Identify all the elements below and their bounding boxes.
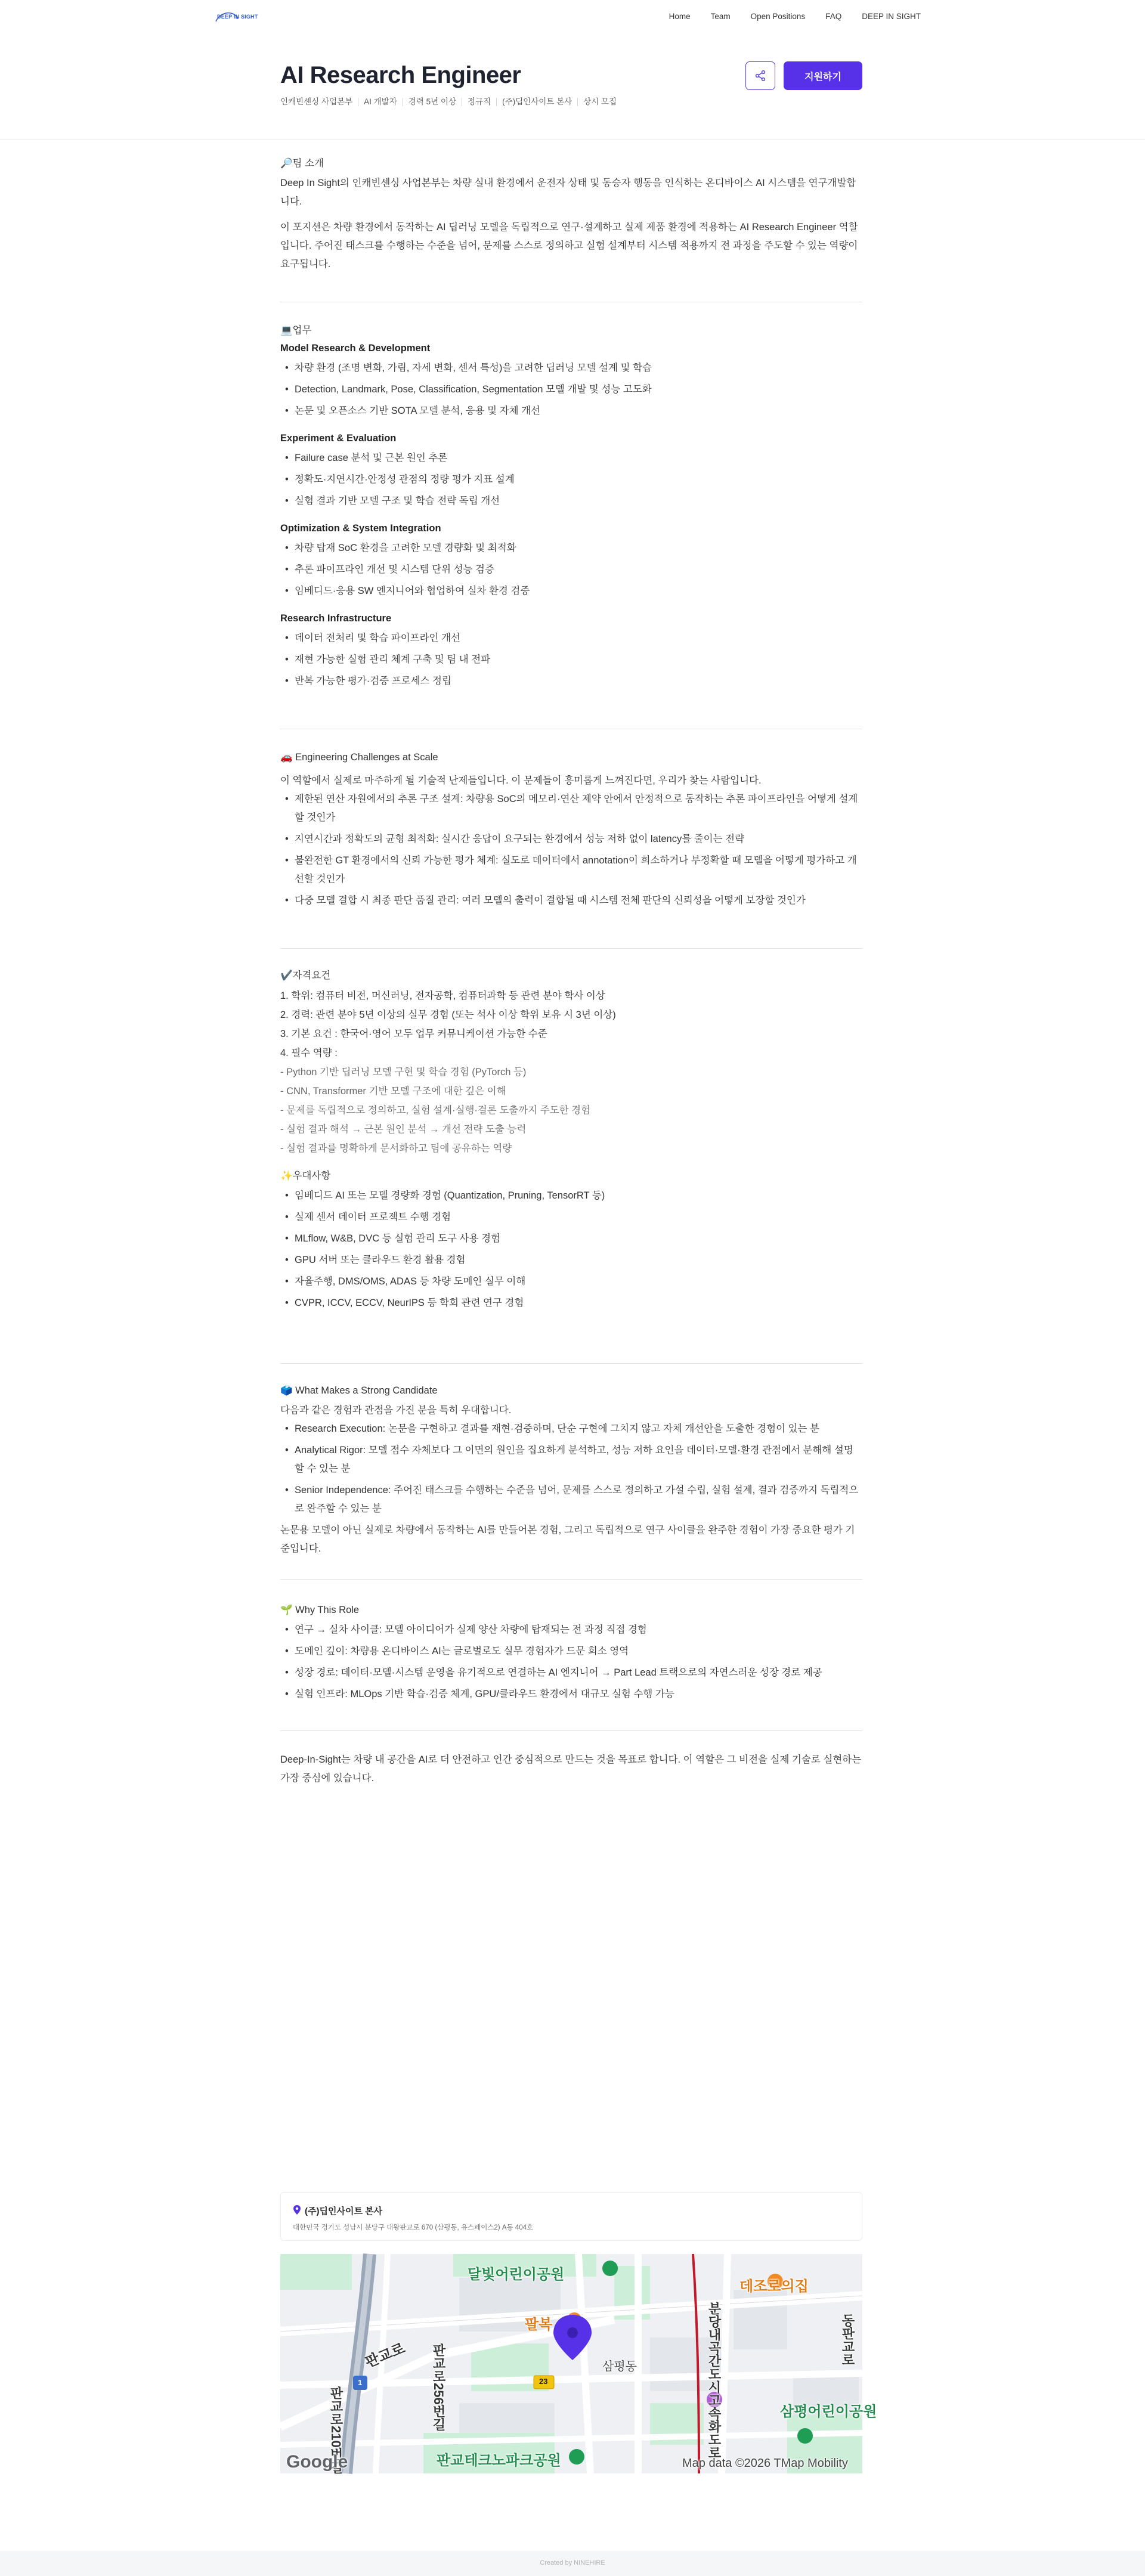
requirement-line: 4. 필수 역량 : — [280, 1048, 338, 1058]
meta-hiring-status: 상시 모집 — [577, 98, 622, 106]
skill-line: - 실험 결과를 명확하게 문서화하고 팀에 공유하는 역량 — [280, 1143, 512, 1154]
map-label-road: 판교로256번길 — [431, 2343, 446, 2431]
list-item: • 재현 가능한 실험 관리 체계 구축 및 팀 내 전파 — [280, 651, 862, 669]
share-button[interactable] — [745, 61, 775, 90]
list-item: • 불완전한 GT 환경에서의 신뢰 가능한 평가 체계: 실도로 데이터에서 annotation이 희소하거나 부정확할 때 모델을 어떻게 평가하고 개선할 것인가 — [280, 852, 862, 888]
map-label-park: 삼평어린이공원 — [780, 2404, 877, 2420]
list-item: • 실제 센서 데이터 프로젝트 수행 경험 — [280, 1208, 862, 1227]
list-item: • 논문 및 오픈소스 기반 SOTA 모델 분석, 응용 및 자체 개선 — [280, 402, 862, 420]
apply-button[interactable]: 지원하기 — [784, 61, 862, 90]
list-item: • 다중 모델 결합 시 최종 판단 품질 관리: 여러 모델의 출력이 결합될 때 시스템 전체 판단의 신뢰성을 어떻게 보장할 것인가 — [280, 891, 862, 910]
candidate-intro: 다음과 같은 경험과 관점을 가진 분을 특히 우대합니다. — [280, 1405, 512, 1416]
company-logo[interactable] — [213, 10, 260, 25]
list-item: • CVPR, ICCV, ECCV, NeurIPS 등 학회 관련 연구 경험 — [280, 1294, 862, 1312]
share-icon — [754, 70, 766, 82]
map-label-road: 판교로 — [363, 2340, 408, 2371]
candidate-outro: 논문용 모델이 아닌 실제로 차량에서 동작하는 AI를 만들어본 경험, 그리고 독립적으로 연구 사이클을 완주한 경험이 가장 중요한 평가 기준입니다. — [280, 1525, 855, 1554]
footer-credit[interactable]: Created by NINEHIRE — [540, 2559, 605, 2566]
map-label-area: 삼평동 — [602, 2360, 637, 2373]
preferred-list — [280, 1187, 862, 1312]
skill-line: - 문제를 독립적으로 정의하고, 실험 설계·실행·결론 도출까지 주도한 경험 — [280, 1105, 590, 1116]
requirement-line: 2. 경력: 관련 분야 5년 이상의 실무 경험 (또는 석사 이상 학위 보유 시 3년 이상) — [280, 1010, 616, 1020]
meta-experience: 경력 5년 이상 — [403, 98, 462, 106]
location-address: 대한민국 경기도 성남시 분당구 대왕판교로 670 (삼평동, 유스페이스2) A동 404호 — [293, 2224, 534, 2231]
challenges-section-title: 🚗 Engineering Challenges at Scale — [280, 752, 438, 763]
skill-line: - CNN, Transformer 기반 모델 구조에 대한 깊은 이해 — [280, 1086, 506, 1097]
candidate-list — [280, 1420, 862, 1518]
list-item: • 자율주행, DMS/OMS, ADAS 등 차량 도메인 실무 이해 — [280, 1272, 862, 1291]
requirements-section — [280, 968, 862, 1315]
team-section-title: 🔎팀 소개 — [280, 158, 324, 169]
location-pin-icon — [293, 2205, 301, 2215]
map-label-poi: 팔복 — [525, 2317, 553, 2333]
list-item: • 차량 탑재 SoC 환경을 고려한 모델 경량화 및 최적화 — [280, 539, 862, 558]
meta-role: AI 개발자 — [358, 98, 403, 106]
list-item: • 실험 인프라: MLOps 기반 학습·검증 체계, GPU/클라우드 환경에서 대규모 실험 수행 가능 — [280, 1685, 862, 1704]
closing-section — [280, 1751, 862, 1788]
list-item: • 임베디드 AI 또는 모델 경량화 경험 (Quantization, Pruning, TensorRT 등) — [280, 1187, 862, 1205]
list-item: • Research Execution: 논문을 구현하고 결과를 재현·검증하며, 단순 구현에 그치지 않고 자체 개선안을 도출한 경험이 있는 분 — [280, 1420, 862, 1438]
challenges-intro: 이 역할에서 실제로 마주하게 될 기술적 난제들입니다. 이 문제들이 흥미롭게 느껴진다면, 우리가 찾는 사람입니다. — [280, 775, 762, 786]
list-item: • 지연시간과 정확도의 균형 최적화: 실시간 응답이 요구되는 환경에서 성능 저하 없이 latency를 줄이는 전략 — [280, 830, 862, 849]
nav-deep-in-sight[interactable]: DEEP IN SIGHT — [862, 12, 921, 21]
map-label-highway: 분당내곡간도시고속화도로 — [707, 2302, 722, 2459]
nav-faq[interactable]: FAQ — [825, 12, 842, 21]
team-paragraph-1: Deep In Sight의 인캐빈센싱 사업본부는 차량 실내 환경에서 운전자 상태 및 동승자 행동을 인식하는 온디바이스 AI 시스템을 연구개발합니다. — [280, 178, 856, 207]
team-paragraph-2: 이 포지션은 차량 환경에서 동작하는 AI 딥러닝 모델을 독립적으로 연구·설계하고 실제 제품 환경에 적용하는 AI Research Engineer 역할입니다. 주어진 태스크를 수행하는 수준을 넘어, 문제를 스스로 정의하고 실험 설계부터 시스템 적용까지 전 과정을 주도할 수 있는 역량이 요구됩니다. — [280, 222, 858, 270]
job-header — [0, 37, 1145, 140]
map-label-road: 판교로210번길 — [329, 2386, 344, 2474]
nav-open-positions[interactable]: Open Positions — [750, 12, 806, 21]
map-label-park: 판교테크노파크공원 — [437, 2453, 561, 2469]
candidate-section — [280, 1383, 862, 1558]
page-title: AI Research Engineer — [280, 62, 521, 88]
list-item: • 데이터 전처리 및 학습 파이프라인 개선 — [280, 629, 862, 648]
challenges-section — [280, 750, 862, 913]
list-item: • MLflow, W&B, DVC 등 실험 관리 도구 사용 경험 — [280, 1230, 862, 1248]
map-label-road: 동판교로 — [840, 2314, 855, 2366]
map-route-shield: 1 — [358, 2378, 363, 2387]
list-item: • 추론 파이프라인 개선 및 시스템 단위 성능 검증 — [280, 561, 862, 579]
map-brand-logo: Google — [286, 2452, 348, 2472]
work-group-title: Model Research & Development — [280, 343, 431, 354]
closing-paragraph: Deep-In-Sight는 차량 내 공간을 AI로 더 안전하고 인간 중심적으로 만드는 것을 목표로 합니다. 이 역할은 그 비전을 실제 기술로 실현하는 가장 중심에 있습니다. — [280, 1754, 862, 1784]
section-divider — [280, 1579, 862, 1580]
list-item: • Failure case 분석 및 근본 원인 추론 — [280, 449, 862, 467]
location-map[interactable] — [280, 2254, 877, 2474]
skill-line: - 실험 결과 해석 → 근본 원인 분석 → 개선 전략 도출 능력 — [280, 1124, 527, 1135]
nav-home[interactable]: Home — [669, 12, 691, 21]
work-list — [280, 359, 862, 420]
list-item: • 도메인 깊이: 차량용 온디바이스 AI는 글로벌로도 실무 경험자가 드문 희소 영역 — [280, 1642, 862, 1661]
section-divider — [280, 1363, 862, 1364]
list-item: • 제한된 연산 자원에서의 추론 구조 설계: 차량용 SoC의 메모리·연산 제약 안에서 안정적으로 동작하는 추론 파이프라인을 어떻게 설계할 것인가 — [280, 790, 862, 827]
logo-text: DEEP IN SIGHT — [217, 14, 258, 20]
meta-division: 인캐빈센싱 사업본부 — [280, 97, 353, 106]
list-item: • 정확도·지연시간·안정성 관점의 정량 평가 지표 설계 — [280, 470, 862, 489]
work-list — [280, 449, 862, 510]
requirements-section-title: ✔️자격요건 — [280, 970, 331, 981]
list-item: • 차량 환경 (조명 변화, 가림, 자세 변화, 센서 특성)을 고려한 딥러닝 모델 설계 및 학습 — [280, 359, 862, 377]
section-divider — [280, 1730, 862, 1731]
requirement-line: 3. 기본 요건 : 한국어·영어 모두 업무 커뮤니케이션 가능한 수준 — [280, 1029, 547, 1039]
map-label-park: 달빛어린이공원 — [468, 2267, 565, 2283]
team-section — [280, 156, 862, 274]
list-item: • 실험 결과 기반 모델 구조 및 학습 전략 독립 개선 — [280, 492, 862, 510]
map-attribution[interactable]: Map data ©2026 TMap Mobility — [682, 2457, 848, 2470]
work-list — [280, 539, 862, 600]
work-group-title: Optimization & System Integration — [280, 523, 441, 534]
preferred-section-title: ✨우대사항 — [280, 1171, 331, 1181]
work-section-title: 💻업무 — [280, 325, 312, 336]
skill-line: - Python 기반 딥러닝 모델 구현 및 학습 경험 (PyTorch 등) — [280, 1067, 527, 1078]
requirement-line: 1. 학위: 컴퓨터 비전, 머신러닝, 전자공학, 컴퓨터과학 등 관련 분야 학사 이상 — [280, 990, 605, 1001]
location-name: (주)딥인사이트 본사 — [305, 2206, 383, 2216]
list-item: • Senior Independence: 주어진 태스크를 수행하는 수준을 넘어, 문제를 스스로 정의하고 가설 수립, 실험 설계, 결과 검증까지 독립적으로 완주할 수 있는 분 — [280, 1481, 862, 1518]
role-section-title: 🌱 Why This Role — [280, 1605, 360, 1615]
list-item: • 임베디드·응용 SW 엔지니어와 협업하여 실차 환경 검증 — [280, 582, 862, 600]
list-item: • 연구 → 실차 사이클: 모델 아이디어가 실제 양산 차량에 탑재되는 전 과정 직접 경험 — [280, 1621, 862, 1639]
job-meta — [280, 98, 622, 106]
list-item: • Analytical Rigor: 모델 점수 자체보다 그 이면의 원인을 집요하게 분석하고, 성능 저하 요인을 데이터·모델·환경 관점에서 분해해 설명할 수 있는 분 — [280, 1441, 862, 1478]
location-card — [280, 2192, 862, 2241]
list-item: • 반복 가능한 평가·검증 프로세스 정립 — [280, 672, 862, 691]
main-nav — [669, 12, 921, 21]
page-footer — [0, 2551, 1145, 2576]
work-section — [280, 323, 862, 693]
nav-team[interactable]: Team — [710, 12, 731, 21]
section-divider — [280, 948, 862, 949]
work-list — [280, 629, 862, 691]
meta-location: (주)딥인사이트 본사 — [496, 98, 577, 106]
role-section — [280, 1603, 862, 1707]
list-item: • Detection, Landmark, Pose, Classification, Segmentation 모델 개발 및 성능 고도화 — [280, 380, 862, 399]
work-group-title: Research Infrastructure — [280, 613, 392, 624]
map-route-shield: 23 — [539, 2377, 548, 2386]
meta-employment-type: 정규직 — [462, 98, 496, 106]
candidate-section-title: 🗳️ What Makes a Strong Candidate — [280, 1385, 438, 1396]
role-list — [280, 1621, 862, 1704]
list-item: • GPU 서버 또는 클라우드 환경 활용 경험 — [280, 1251, 862, 1270]
work-group-title: Experiment & Evaluation — [280, 433, 397, 444]
map-label-restaurant: 데조로의집 — [739, 2278, 809, 2295]
challenges-list — [280, 790, 862, 910]
top-navigation — [0, 0, 1145, 37]
list-item: • 성장 경로: 데이터·모델·시스템 운영을 유기적으로 연결하는 AI 엔지니어 → Part Lead 트랙으로의 자연스러운 성장 경로 제공 — [280, 1664, 862, 1682]
